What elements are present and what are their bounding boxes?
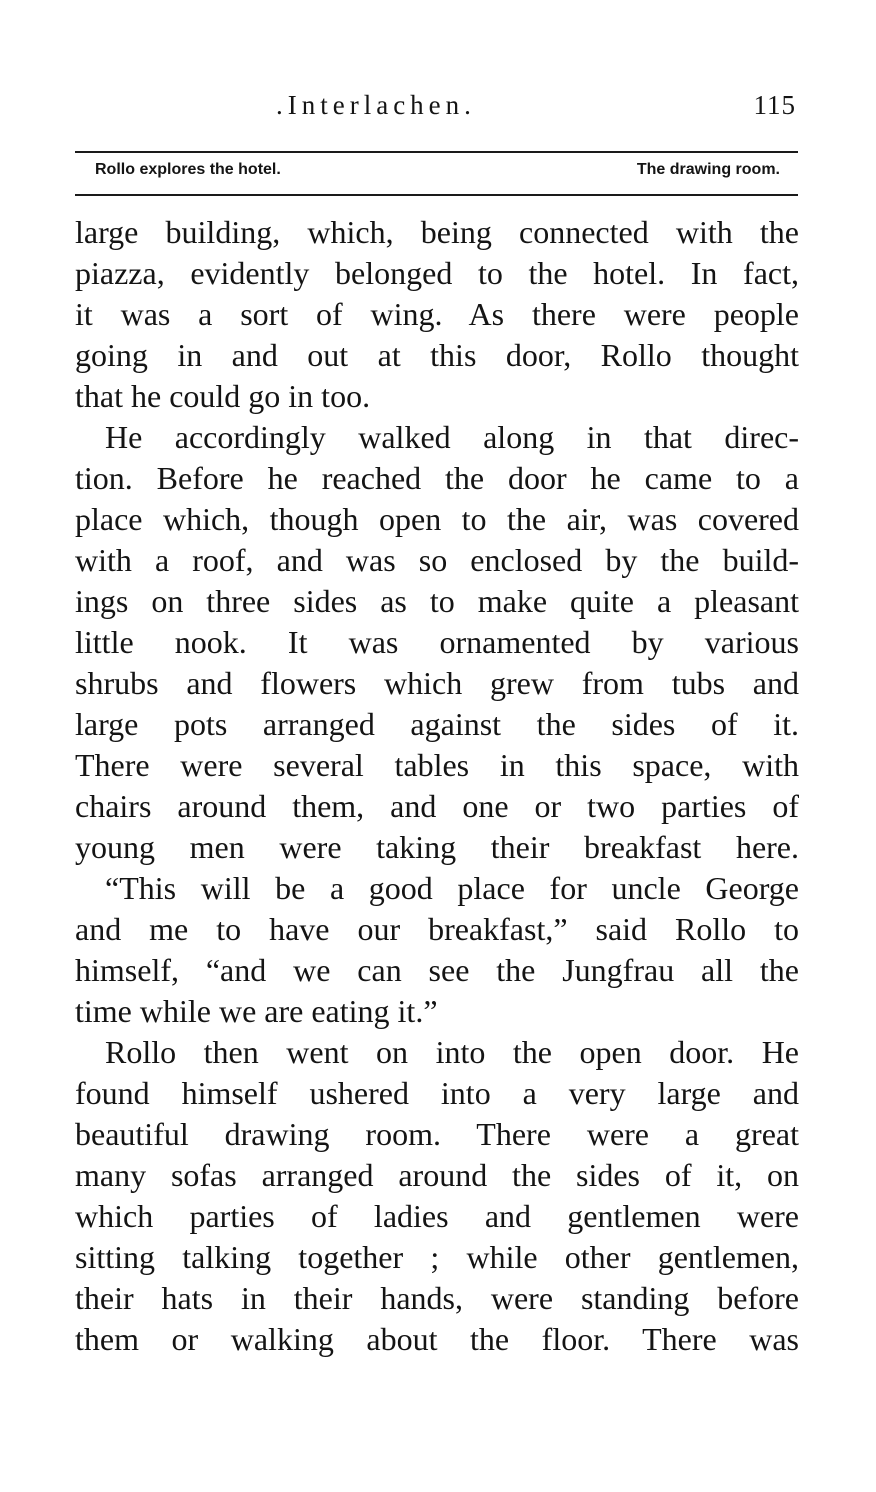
body-text [75, 212, 799, 1360]
text-line: large pots arranged against the sides of it. [75, 706, 799, 742]
text-line: piazza, evidently belonged to the hotel. In fact, [75, 255, 799, 291]
text-line: sitting talking together ; while other gentlemen, [75, 1239, 799, 1275]
sidenote-bar [95, 161, 780, 183]
text-line: found himself ushered into a very large and [75, 1075, 799, 1111]
text-line: their hats in their hands, were standing before [75, 1280, 799, 1316]
text-line: it was a sort of wing. As there were people [75, 296, 799, 332]
text-line: which parties of ladies and gentlemen were [75, 1198, 799, 1234]
text-line: them or walking about the floor. There was [75, 1321, 799, 1357]
text-line: shrubs and flowers which grew from tubs and [75, 665, 799, 701]
text-line: chairs around them, and one or two parties of [75, 788, 799, 824]
text-line: Rollo then went on into the open door. He [105, 1034, 799, 1070]
text-line: going in and out at this door, Rollo thought [75, 337, 799, 373]
text-line: tion. Before he reached the door he came to a [75, 460, 799, 496]
text-line: with a roof, and was so enclosed by the build- [75, 542, 799, 578]
header-rule-top [75, 151, 798, 153]
text-line: little nook. It was ornamented by various [75, 624, 799, 660]
sidenote-left: Rollo explores the hotel. [95, 161, 281, 178]
header-rule-bottom [75, 194, 798, 196]
sidenote-right: The drawing room. [636, 161, 780, 178]
text-line: and me to have our breakfast,” said Rollo to [75, 911, 799, 947]
page-number: 115 [753, 90, 796, 120]
running-head [0, 90, 876, 130]
text-line: He accordingly walked along in that direc- [105, 419, 799, 455]
text-line: “This will be a good place for uncle George [105, 870, 799, 906]
text-line: There were several tables in this space, with [75, 747, 799, 783]
text-line: ings on three sides as to make quite a pleasant [75, 583, 799, 619]
text-line: that he could go in too. [75, 378, 371, 414]
text-line: place which, though open to the air, was covered [75, 501, 799, 537]
running-title: .Interlachen. [276, 90, 476, 120]
text-line: young men were taking their breakfast here. [75, 829, 799, 865]
text-line: large building, which, being connected with the [75, 214, 799, 250]
text-line: beautiful drawing room. There were a great [75, 1116, 799, 1152]
text-line: himself, “and we can see the Jungfrau all the [75, 952, 799, 988]
text-line: many sofas arranged around the sides of it, on [75, 1157, 799, 1193]
text-line: time while we are eating it.” [75, 993, 438, 1029]
